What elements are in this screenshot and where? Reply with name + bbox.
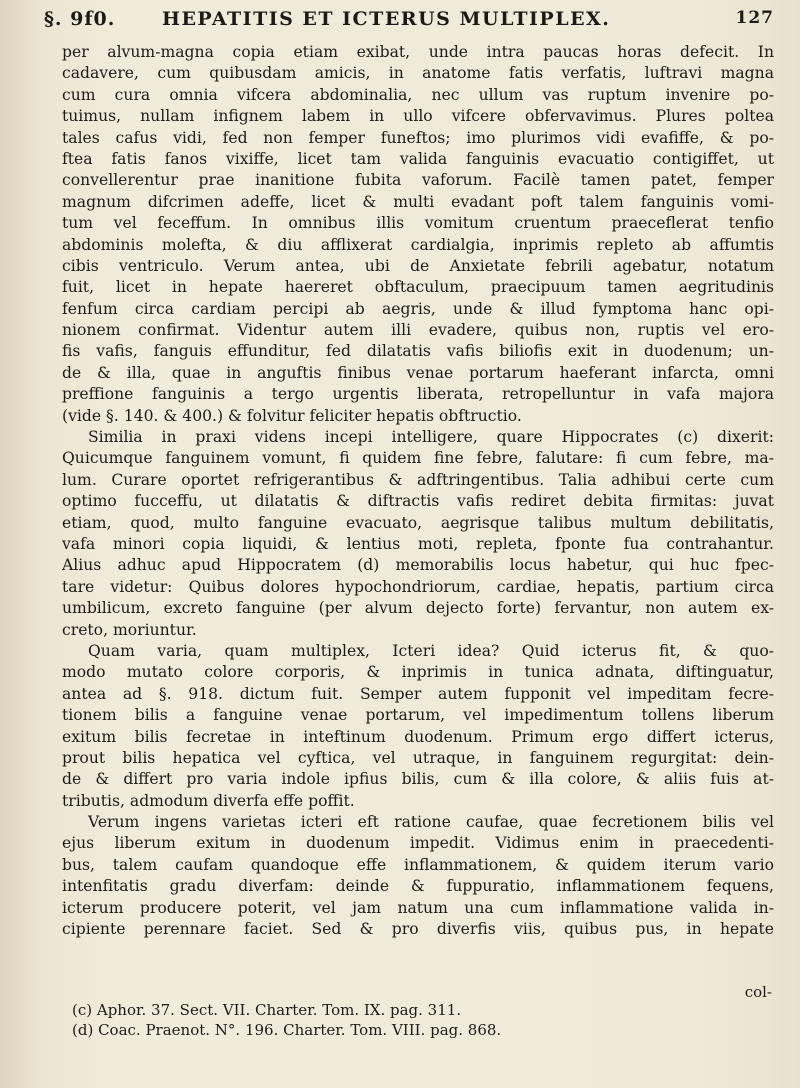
text-line: ftea fatis fanos vixiffe, licet tam valida fanguinis evacuatio contigiffet, ut (62, 149, 774, 168)
text-line: Quam varia, quam multiplex, Icteri idea? Quid icterus fit, & quo- (88, 641, 774, 660)
text-line: prout bilis hepatica vel cyftica, vel utraque, in fanguinem regurgitat: dein- (62, 748, 774, 767)
text-line: optimo fucceffu, ut dilatatis & diftractis vafis rediret debita firmitas: juvat (62, 492, 774, 511)
text-line: fis vafis, fanguis effunditur, fed dilatatis vafis biliofis exit in duodenum; un- (62, 342, 774, 361)
text-line: de & differt pro varia indole ipfius bilis, cum & illa colore, & aliis fuis at- (62, 770, 774, 789)
text-line: Alius adhuc apud Hippocratem (d) memorabilis locus habetur, qui huc fpec- (62, 556, 774, 575)
main-text (62, 42, 774, 940)
text-line: etiam, quod, multo fanguine evacuato, aegrisque talibus multum debilitatis, (62, 513, 774, 532)
page-number: 127 (735, 8, 774, 28)
text-line: Similia in praxi videns incepi intelligere, quare Hippocrates (c) dixerit: (88, 428, 774, 447)
text-line: Verum ingens varietas icteri eft ratione caufae, quae fecretionem bilis vel (88, 813, 774, 832)
text-line: preffione fanguinis a tergo urgentis liberata, retropelluntur in vafa majora (62, 385, 774, 404)
text-line: cadavere, cum quibusdam amicis, in anatome fatis verfatis, luftravi magna (62, 64, 774, 83)
text-line: lum. Curare oportet refrigerantibus & adftringentibus. Talia adhibui certe cum (62, 470, 774, 489)
text-line: tales cafus vidi, fed non femper funeftos; imo plurimos vidi evafiffe, & po- (62, 128, 774, 147)
running-header (44, 4, 774, 34)
text-line: tionem bilis a fanguine venae portarum, vel impedimentum tollens liberum (62, 706, 774, 725)
section-number: §. 9f0. (44, 8, 116, 30)
text-line: tum vel feceffum. In omnibus illis vomitum cruentum praeceflerat tenfio (62, 214, 774, 233)
text-line: tare videtur: Quibus dolores hypochondriorum, cardiae, hepatis, partium circa (62, 577, 774, 596)
text-line: vafa minori copia liquidi, & lentius moti, repleta, fponte fua contrahantur. (62, 534, 774, 553)
text-line: per alvum-magna copia etiam exibat, unde intra paucas horas defecit. In (62, 43, 774, 61)
text-line: tributis, admodum diverfa effe poffit. (62, 791, 355, 810)
text-line: (vide §. 140. & 400.) & folvitur feliciter hepatis obftructio. (62, 406, 522, 425)
text-line: cum cura omnia vifcera abdominalia, nec ullum vas ruptum invenire po- (62, 85, 774, 104)
catchword: col- (744, 983, 772, 1001)
footnotes (72, 1000, 772, 1040)
text-line: modo mutato colore corporis, & inprimis in tunica adnata, diftinguatur, (62, 663, 774, 682)
text-line: abdominis molefta, & diu afflixerat cardialgia, inprimis repleto ab affumtis (62, 235, 774, 254)
text-line: bus, talem caufam quandoque effe inflammationem, & quidem iterum vario (62, 855, 774, 874)
running-title: HEPATITIS ET ICTERUS MULTIPLEX. (162, 8, 611, 30)
text-line: intenfitatis gradu diverfam: deinde & fuppuratio, inflammationem fequens, (62, 877, 774, 896)
text-line: de & illa, quae in anguftis finibus venae portarum haeferant infarcta, omni (62, 363, 774, 382)
text-line: exitum bilis fecretae in inteftinum duodenum. Primum ergo differt icterus, (62, 727, 774, 746)
text-line: antea ad §. 918. dictum fuit. Semper autem fupponit vel impeditam fecre- (62, 684, 774, 703)
footnote: (c) Aphor. 37. Sect. VII. Charter. Tom. IX. pag. 311. (72, 1001, 462, 1019)
text-line: fuit, licet in hepate haereret obftaculum, praecipuum tamen aegritudinis (62, 278, 774, 297)
text-line: cipiente perennare faciet. Sed & pro diverfis viis, quibus pus, in hepate (62, 920, 774, 939)
text-line: fenfum circa cardiam percipi ab aegris, unde & illud fymptoma hanc opi- (62, 299, 774, 318)
text-line: umbilicum, excreto fanguine (per alvum dejecto forte) fervantur, non autem ex- (62, 599, 774, 618)
text-line: tuimus, nullam infignem labem in ullo vifcere obfervavimus. Plures poltea (62, 107, 774, 126)
text-line: creto, moriuntur. (62, 620, 197, 639)
text-line: Quicumque fanguinem vomunt, fi quidem fine febre, falutare: fi cum febre, ma- (62, 449, 774, 468)
footnote: (d) Coac. Praenot. N°. 196. Charter. Tom. VIII. pag. 868. (72, 1021, 502, 1039)
text-line: magnum difcrimen adeffe, licet & multi evadant poft talem fanguinis vomi- (62, 192, 774, 211)
text-line: ejus liberum exitum in duodenum impedit. Vidimus enim in praecedenti- (62, 834, 774, 853)
text-line: convellerentur prae inanitione fubita vaforum. Facilè tamen patet, femper (62, 171, 774, 190)
text-line: icterum producere poterit, vel jam natum una cum inflammatione valida in- (62, 898, 774, 917)
text-line: nionem confirmat. Videntur autem illi evadere, quibus non, ruptis vel ero- (62, 321, 774, 340)
text-line: cibis ventriculo. Verum antea, ubi de Anxietate febrili agebatur, notatum (62, 256, 774, 275)
